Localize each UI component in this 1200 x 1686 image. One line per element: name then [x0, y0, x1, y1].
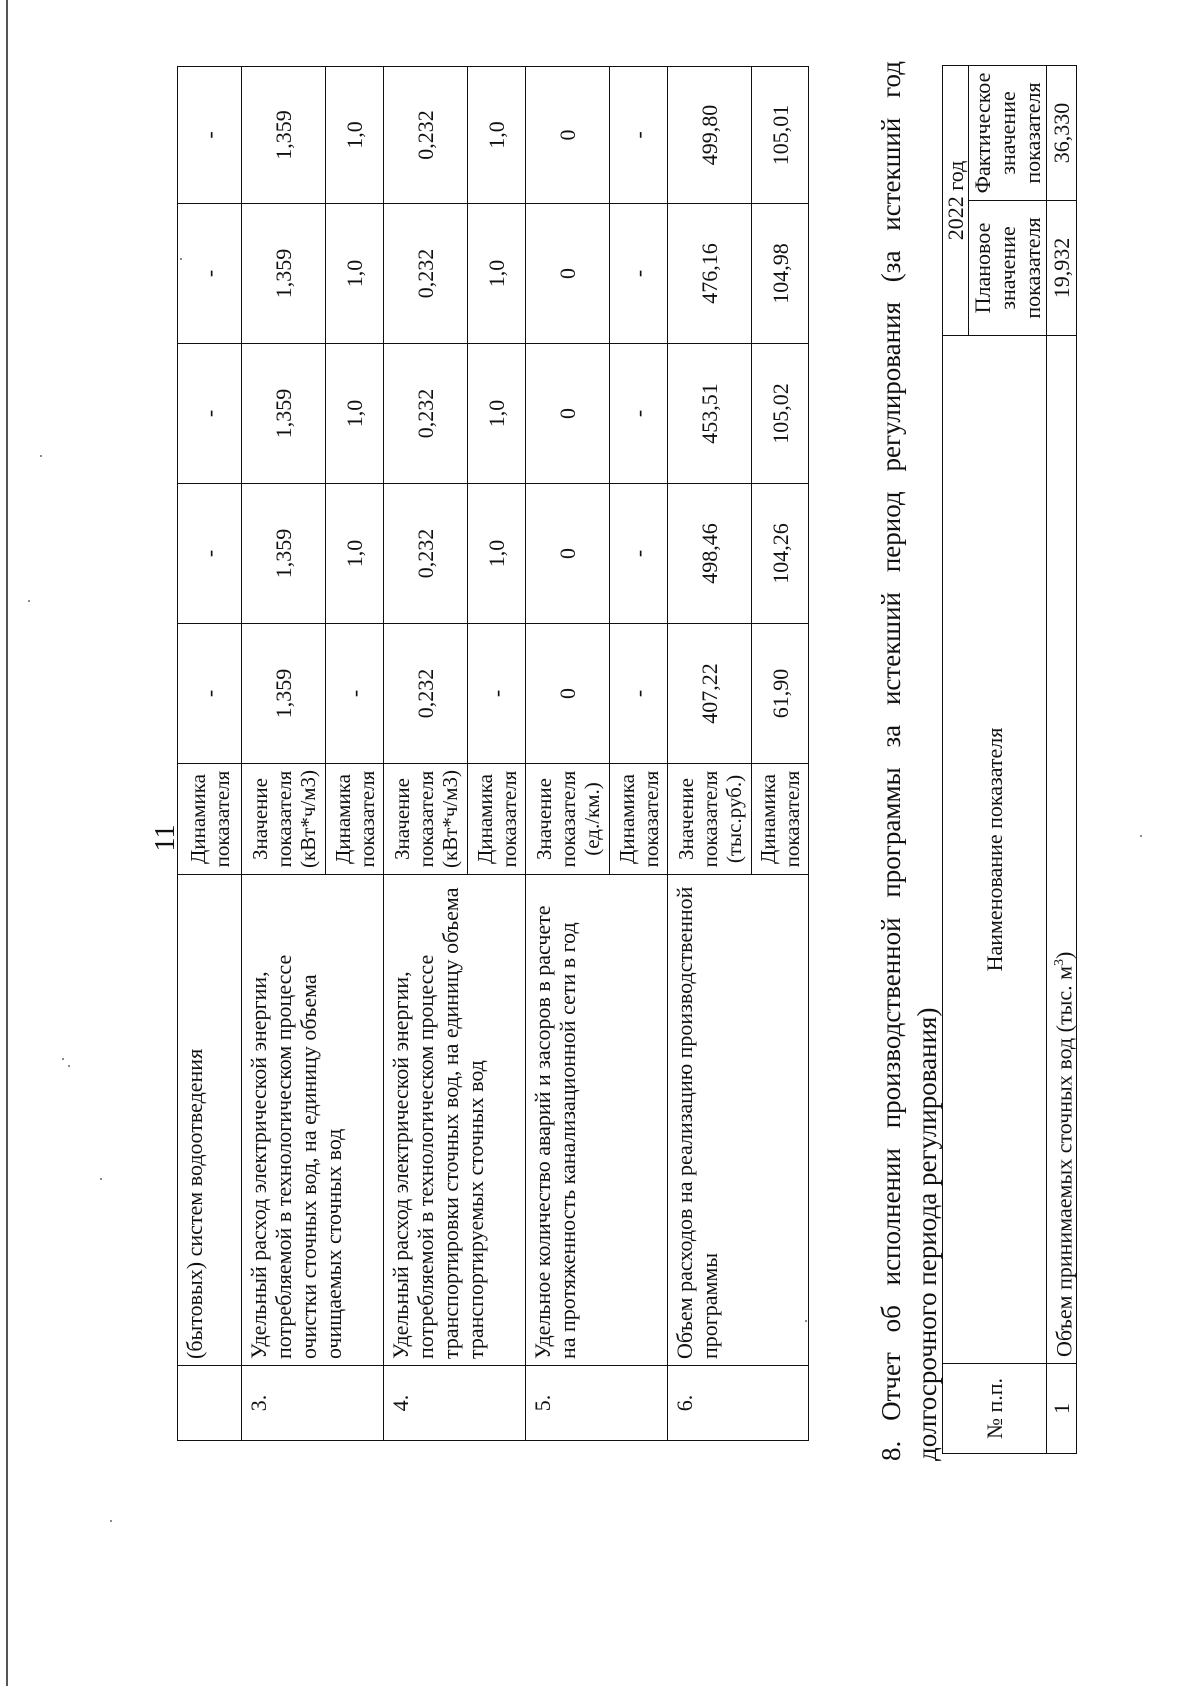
value-cell: 1,0	[326, 344, 384, 484]
value-cell: 0,232	[384, 67, 468, 204]
value-cell: -	[610, 624, 668, 764]
indicator-name: Удельный расход электрической энергии, потребляемой в технологическом процессе транспортировки сточных вод, на единицу объема транспортируемых сточных вод	[384, 875, 526, 1366]
plan-value: 19,932	[1047, 201, 1077, 336]
indicator-unit: Значение показателя (кВт*ч/м3)	[242, 764, 326, 875]
value-cell: -	[610, 67, 668, 204]
header-name: Наименование показателя	[943, 336, 1047, 1364]
value-cell: 0,232	[384, 204, 468, 344]
value-cell: 61,90	[752, 624, 809, 764]
indicator-name: Удельный расход электрической энергии, потребляемой в технологическом процессе очистки сточных вод, на единицу объема очищаемых сточных вод	[242, 875, 384, 1366]
table-row	[668, 67, 752, 1441]
value-cell: -	[326, 624, 384, 764]
value-cell: -	[610, 204, 668, 344]
value-cell: 0	[526, 67, 610, 204]
value-cell: 1,0	[326, 484, 384, 624]
value-cell: 1,0	[468, 67, 526, 204]
value-cell: -	[178, 484, 242, 624]
value-cell: 476,16	[668, 204, 752, 344]
value-cell: 1,359	[242, 484, 326, 624]
value-cell: 1,0	[326, 67, 384, 204]
row-number	[178, 1366, 242, 1441]
indicator-unit: Динамика показателя	[178, 764, 242, 875]
value-cell: -	[178, 344, 242, 484]
indicators-table	[177, 66, 809, 1441]
value-cell: -	[178, 67, 242, 204]
indicator-unit: Значение показателя (ед./км.)	[526, 764, 610, 875]
value-cell: 1,0	[326, 204, 384, 344]
indicator-unit: Значение показателя (тыс.руб.)	[668, 764, 752, 875]
table-row	[384, 67, 468, 1441]
value-cell: 105,01	[752, 67, 809, 204]
value-cell: 1,0	[468, 484, 526, 624]
value-cell: 407,22	[668, 624, 752, 764]
header-plan: Плановое значение показателя	[969, 201, 1047, 336]
indicator-name-text: Объем принимаемых сточных вод (тыс. м	[1051, 965, 1077, 1357]
value-cell: 0	[526, 484, 610, 624]
indicator-unit: Значение показателя (кВт*ч/м3)	[384, 764, 468, 875]
indicator-name: Удельное количество аварий и засоров в расчете на протяженность канализационной сети в год	[526, 875, 668, 1366]
indicator-name-end: )	[1051, 951, 1077, 959]
value-cell: 0	[526, 204, 610, 344]
value-cell: -	[610, 344, 668, 484]
value-cell: 0,232	[384, 484, 468, 624]
table-row	[526, 67, 610, 1441]
value-cell: 0,232	[384, 344, 468, 484]
row-number: 6.	[668, 1366, 809, 1441]
header-number: № п.п.	[943, 1364, 1047, 1454]
table-header-row	[943, 65, 969, 1453]
value-cell: 1,0	[468, 344, 526, 484]
value-cell: 0,232	[384, 624, 468, 764]
value-cell: 498,46	[668, 484, 752, 624]
report-table	[942, 65, 1077, 1454]
header-fact: Фактическое значение показателя	[969, 65, 1047, 200]
section-heading: 8. Отчет об исполнении производственной программы за истекший период регулирования (за истекший год долгосрочного периода регулирования)	[876, 61, 942, 1461]
row-number: 3.	[242, 1366, 384, 1441]
value-cell: -	[610, 484, 668, 624]
value-cell: 104,98	[752, 204, 809, 344]
value-cell: 105,02	[752, 344, 809, 484]
value-cell: -	[178, 624, 242, 764]
row-number: 4.	[384, 1366, 526, 1441]
value-cell: 0	[526, 344, 610, 484]
fact-value: 36,330	[1047, 65, 1077, 200]
value-cell: 453,51	[668, 344, 752, 484]
indicator-name	[1047, 336, 1077, 1364]
indicator-unit: Динамика показателя	[326, 764, 384, 875]
value-cell: 499,80	[668, 67, 752, 204]
indicator-unit: Динамика показателя	[752, 764, 809, 875]
value-cell: 1,359	[242, 67, 326, 204]
header-year: 2022 год	[943, 65, 969, 335]
row-number: 1	[1047, 1364, 1077, 1454]
value-cell: 0	[526, 624, 610, 764]
table-row	[242, 67, 326, 1441]
table-row	[1047, 65, 1077, 1453]
row-number: 5.	[526, 1366, 668, 1441]
value-cell: 1,359	[242, 624, 326, 764]
value-cell: 1,359	[242, 204, 326, 344]
superscript: 3	[1052, 958, 1067, 966]
page-number: 11	[150, 824, 181, 852]
table-row	[178, 67, 242, 1441]
value-cell: 1,359	[242, 344, 326, 484]
indicator-name: (бытовых) систем водоотведения	[178, 875, 242, 1366]
value-cell: 1,0	[468, 204, 526, 344]
value-cell: -	[468, 624, 526, 764]
value-cell: 104,26	[752, 484, 809, 624]
value-cell: -	[178, 204, 242, 344]
indicator-unit: Динамика показателя	[468, 764, 526, 875]
indicator-name: Объем расходов на реализацию производственной программы	[668, 875, 809, 1366]
indicator-unit: Динамика показателя	[610, 764, 668, 875]
